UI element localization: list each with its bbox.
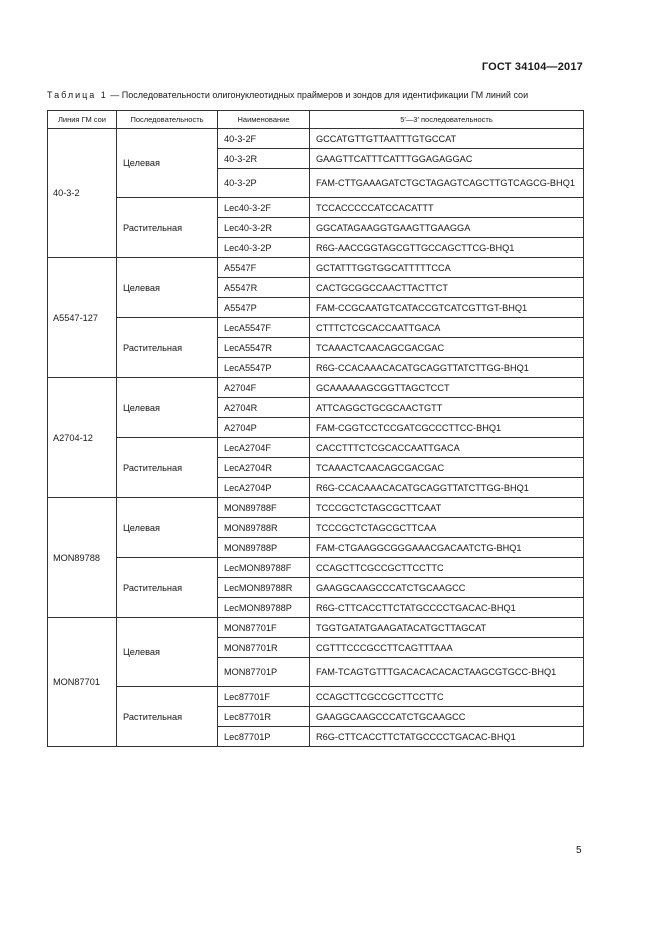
primer-sequence-cell: R6G-CTTCACCTTCTATGCCCCTGACAC-BHQ1: [310, 598, 584, 618]
table-row: [48, 258, 584, 278]
primer-name-cell: LecA2704R: [218, 458, 310, 478]
table-caption-label: Таблица 1: [47, 90, 108, 100]
primer-sequence-cell: TCCCGCTCTAGCGCTTCAAT: [310, 498, 584, 518]
primer-name-cell: 40-3-2R: [218, 149, 310, 169]
primer-sequence-cell: TGGTGATATGAAGATACATGCTTAGCAT: [310, 618, 584, 638]
sequence-table: [47, 110, 584, 747]
gm-line-cell: 40-3-2: [48, 129, 117, 258]
primer-sequence-cell: ATTCAGGCTGCGCAACTGTT: [310, 398, 584, 418]
standard-designation: ГОСТ 34104—2017: [481, 61, 583, 73]
table-row: [48, 318, 584, 338]
gm-line-cell: A2704-12: [48, 378, 117, 498]
primer-sequence-cell: GCAAAAAAGCGGTTAGCTCCT: [310, 378, 584, 398]
primer-sequence-cell: FAM-CTTGAAAGATCTGCTAGAGTCAGCTTGTCAGCG-BHQ1: [310, 169, 584, 198]
primer-sequence-cell: CTTTCTCGCACCAATTGACA: [310, 318, 584, 338]
primer-name-cell: 40-3-2F: [218, 129, 310, 149]
sequence-kind-cell: Растительная: [117, 438, 218, 498]
column-header-sequence: 5′—3′ последовательность: [310, 111, 584, 129]
gm-line-cell: MON87701: [48, 618, 117, 747]
primer-name-cell: MON89788P: [218, 538, 310, 558]
primer-sequence-cell: TCCCGCTCTAGCGCTTCAA: [310, 518, 584, 538]
primer-name-cell: MON87701P: [218, 658, 310, 687]
primer-sequence-cell: R6G-CCACAAACACATGCAGGTTATCTTGG-BHQ1: [310, 358, 584, 378]
primer-sequence-cell: FAM-CGGTCCTCCGATCGCCCTTCC-BHQ1: [310, 418, 584, 438]
sequence-kind-cell: Целевая: [117, 129, 218, 198]
primer-name-cell: Lec40-3-2P: [218, 238, 310, 258]
table-row: [48, 558, 584, 578]
primer-sequence-cell: R6G-AACCGGTAGCGTTGCCAGCTTCG-BHQ1: [310, 238, 584, 258]
primer-name-cell: A2704P: [218, 418, 310, 438]
sequence-kind-cell: Целевая: [117, 378, 218, 438]
primer-name-cell: Lec87701F: [218, 687, 310, 707]
page-number: 5: [576, 845, 582, 856]
column-header-name: Наименование: [218, 111, 310, 129]
primer-sequence-cell: CGTTTCCCGCCTTCAGTTTAAA: [310, 638, 584, 658]
table-caption: [47, 90, 587, 100]
primer-name-cell: LecMON89788P: [218, 598, 310, 618]
column-header-kind: Последовательность: [117, 111, 218, 129]
primer-sequence-cell: TCAAACTCAACAGCGACGAC: [310, 338, 584, 358]
primer-sequence-cell: GAAGGCAAGCCCATCTGCAAGCC: [310, 707, 584, 727]
primer-sequence-cell: TCAAACTCAACAGCGACGAC: [310, 458, 584, 478]
primer-name-cell: MON87701F: [218, 618, 310, 638]
sequence-kind-cell: Растительная: [117, 198, 218, 258]
gm-line-cell: MON89788: [48, 498, 117, 618]
primer-sequence-cell: CACTGCGGCCAACTTACTTCT: [310, 278, 584, 298]
gm-line-cell: A5547-127: [48, 258, 117, 378]
sequence-kind-cell: Растительная: [117, 558, 218, 618]
primer-sequence-cell: FAM-CCGCAATGTCATACCGTCATCGTTGT-BHQ1: [310, 298, 584, 318]
primer-name-cell: 40-3-2P: [218, 169, 310, 198]
primer-name-cell: LecA5547F: [218, 318, 310, 338]
sequence-kind-cell: Целевая: [117, 498, 218, 558]
primer-name-cell: MON89788R: [218, 518, 310, 538]
primer-name-cell: Lec40-3-2R: [218, 218, 310, 238]
primer-sequence-cell: CCAGCTTCGCCGCTTCCTTC: [310, 558, 584, 578]
table-row: [48, 498, 584, 518]
primer-name-cell: LecA5547P: [218, 358, 310, 378]
primer-sequence-cell: FAM-TCAGTGTTTGACACACACACTAAGCGTGCC-BHQ1: [310, 658, 584, 687]
column-header-line: Линия ГМ сои: [48, 111, 117, 129]
primer-name-cell: MON87701R: [218, 638, 310, 658]
table-body: [48, 129, 584, 747]
primer-sequence-cell: CCAGCTTCGCCGCTTCCTTC: [310, 687, 584, 707]
primer-name-cell: Lec87701R: [218, 707, 310, 727]
table-row: [48, 438, 584, 458]
primer-name-cell: A2704R: [218, 398, 310, 418]
table-row: [48, 618, 584, 638]
sequence-kind-cell: Целевая: [117, 618, 218, 687]
primer-name-cell: A5547F: [218, 258, 310, 278]
primer-sequence-cell: GCTATTTGGTGGCATTTTTCCA: [310, 258, 584, 278]
primer-name-cell: LecA5547R: [218, 338, 310, 358]
primer-sequence-cell: R6G-CCACAAACACATGCAGGTTATCTTGG-BHQ1: [310, 478, 584, 498]
primer-sequence-cell: R6G-CTTCACCTTCTATGCCCCTGACAC-BHQ1: [310, 727, 584, 747]
primer-name-cell: Lec40-3-2F: [218, 198, 310, 218]
primer-sequence-cell: GAAGGCAAGCCCATCTGCAAGCC: [310, 578, 584, 598]
primer-sequence-cell: GCCATGTTGTTAATTTGTGCCAT: [310, 129, 584, 149]
sequence-kind-cell: Растительная: [117, 687, 218, 747]
table-header-row: [48, 111, 584, 129]
primer-sequence-cell: FAM-CTGAAGGCGGGAAACGACAATCTG-BHQ1: [310, 538, 584, 558]
table-row: [48, 198, 584, 218]
table-row: [48, 687, 584, 707]
primer-name-cell: LecA2704F: [218, 438, 310, 458]
sequence-kind-cell: Растительная: [117, 318, 218, 378]
table-row: [48, 378, 584, 398]
primer-name-cell: LecA2704P: [218, 478, 310, 498]
primer-sequence-cell: GGCATAGAAGGTGAAGTTGAAGGA: [310, 218, 584, 238]
primer-name-cell: Lec87701P: [218, 727, 310, 747]
primer-name-cell: LecMON89788R: [218, 578, 310, 598]
primer-sequence-cell: CACCTTTCTCGCACCAATTGACA: [310, 438, 584, 458]
table-row: [48, 129, 584, 149]
sequence-kind-cell: Целевая: [117, 258, 218, 318]
primer-name-cell: A5547P: [218, 298, 310, 318]
primer-name-cell: A5547R: [218, 278, 310, 298]
primer-name-cell: A2704F: [218, 378, 310, 398]
primer-sequence-cell: TCCACCCCCATCCACATTT: [310, 198, 584, 218]
table-caption-text: — Последовательности олигонуклеотидных праймеров и зондов для идентификации ГМ линий сои: [107, 90, 529, 100]
primer-sequence-cell: GAAGTTCATTTCATTTGGAGAGGAC: [310, 149, 584, 169]
primer-name-cell: LecMON89788F: [218, 558, 310, 578]
primer-name-cell: MON89788F: [218, 498, 310, 518]
